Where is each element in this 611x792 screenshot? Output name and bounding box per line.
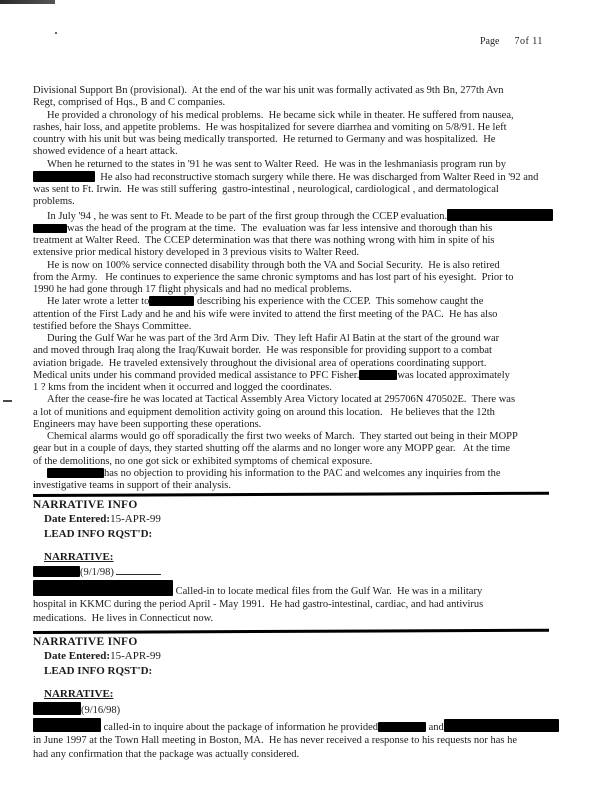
text-segment: of the demolitions, no one got sick or exhibited symptoms of chemical exposure.	[33, 455, 373, 467]
text-segment: extensive prior medical history developed in 3 previous visits to Walter Reed.	[33, 247, 360, 259]
text-segment: aviation brigade. He traveled extensively throughout the divisional area of operations coordinating support.	[33, 357, 487, 369]
text-segment: Chemical alarms would go off sporadically the first two weeks of March. They started out being in their MOPP	[47, 431, 518, 442]
text-segment: He later wrote a letter to	[47, 296, 150, 308]
date-entered-value: 15-APR-99	[110, 513, 161, 526]
redaction-bar	[447, 209, 553, 221]
text-segment: (9/16/98)	[81, 705, 121, 717]
text-segment: testified before the Shays Committee.	[33, 320, 192, 332]
narrative-info-section-2	[33, 631, 589, 761]
text-segment: was the head of the program at the time. The evaluation was far less intensive and thorough than his	[67, 222, 493, 234]
paragraph	[33, 333, 589, 394]
text-segment: had any confirmation that the package was actually considered.	[33, 748, 300, 760]
page-number: 7of 11	[514, 36, 543, 47]
section-divider-rule	[33, 492, 549, 497]
date-entered-label: Date Entered:	[44, 513, 111, 526]
text-segment: He also had reconstructive stomach surgery while there. He was discharged from Walter Reed in '92 and	[95, 171, 539, 183]
text-segment: Regt, comprised of Hqs., B and C companies.	[33, 97, 226, 109]
narrative-content	[33, 565, 589, 625]
narrative-info-section-1	[33, 494, 589, 625]
text-segment: He provided a chronology of his medical problems. He became sick while in theater. He suffered from nausea,	[47, 109, 514, 121]
redaction-bar	[33, 566, 80, 577]
paragraph	[33, 394, 589, 431]
text-segment: has no objection to providing his information to the PAC and welcomes any inquiries from the	[104, 467, 501, 479]
signature-underline	[116, 565, 161, 575]
text-segment: in June 1997 at the Town Hall meeting in Boston, MA. He has never received a response to his requests nor has he	[33, 735, 518, 747]
text-segment: attention of the First Lady and he and his wife were invited to attend the first meeting of the PAC. He has also	[33, 308, 498, 320]
narrative-label: NARRATIVE:	[44, 551, 114, 564]
lead-info-label: LEAD INFO RQST'D:	[44, 665, 153, 678]
scan-artifact-margin-dash	[3, 400, 12, 402]
redaction-bar	[378, 722, 426, 732]
date-entered-label: Date Entered:	[44, 650, 111, 663]
narrative-line	[33, 718, 589, 762]
scan-artifact-dot	[55, 32, 57, 34]
text-segment: and moved through Iraq along the Iraq/Kuwait border. He was responsible for providing support to a combat	[33, 345, 492, 357]
text-segment: problems.	[33, 196, 75, 208]
narrative-line	[33, 580, 589, 626]
text-segment: In July '94 , he was sent to Ft. Meade to be part of the first group through the CCEP evaluation.	[47, 210, 448, 222]
section-divider-rule	[33, 629, 549, 634]
text-segment: called-in to inquire about the package of information he provided	[101, 721, 378, 733]
redaction-bar	[359, 370, 397, 380]
redaction-bar	[33, 171, 95, 182]
redaction-bar	[149, 296, 194, 306]
field-lead-info-rqstd	[44, 527, 589, 542]
section-title: NARRATIVE INFO	[33, 499, 138, 512]
redaction-bar	[33, 580, 173, 596]
text-segment: and	[426, 721, 444, 733]
redaction-bar	[444, 719, 559, 732]
field-lead-info-rqstd	[44, 664, 589, 679]
text-segment: 1 ? kms from the incident when it occurred and logged the coordinates.	[33, 382, 332, 393]
text-segment: hospital in KKMC during the period April - May 1991. He had gastro-intestinal, cardiac, and had antivirus	[33, 599, 484, 611]
text-segment: rashes, hair loss, and appetite problems. He was hospitalized for severe diarrhea and vomiting on 5/8/91. He left	[33, 121, 507, 133]
redaction-bar	[47, 468, 104, 478]
date-entered-value: 15-APR-99	[110, 650, 161, 663]
text-segment: country with his unit but was being medically transported. He returned to Germany and was hospitalized. He	[33, 134, 496, 145]
text-segment: When he returned to the states in '91 he was sent to Walter Reed. He was in the leshmaniasis program run by	[47, 158, 506, 170]
text-segment: treatment at Walter Reed. The CCEP determination was that there was nothing wrong with him in spite of his	[33, 235, 495, 246]
paragraph	[33, 260, 589, 297]
paragraph	[33, 209, 589, 260]
text-segment: medications. He lives in Connecticut now.	[33, 612, 214, 624]
paragraphs-container	[33, 85, 589, 492]
page-header	[480, 36, 543, 47]
paragraph	[33, 468, 589, 493]
redaction-bar	[33, 224, 67, 233]
narrative-line	[33, 565, 589, 580]
narrative-content	[33, 702, 589, 761]
text-segment: investigative teams in support of their analysis.	[33, 480, 232, 491]
text-segment: After the cease-fire he was located at Tactical Assembly Area Victory located at 295706N 470502E. There was	[47, 394, 516, 406]
document-body	[33, 85, 589, 767]
text-segment: Divisional Support Bn (provisional). At the end of the war his unit was formally activated as 9th Bn, 277th Avn	[33, 85, 504, 96]
text-segment: was sent to Ft. Irwin. He was still suffering gastro-intestinal , neurological, cardiological , and dermatological	[33, 184, 499, 195]
text-segment: gear but in a couple of days, they started shutting off the alarms and no longer wore any MOPP gear. At the time	[33, 443, 511, 455]
text-segment: He is now on 100% service connected disability through both the VA and Social Security. He is also retired	[47, 259, 500, 271]
text-segment: a lot of munitions and equipment demolition activity going on around this location. He believes that the 12th	[33, 406, 495, 418]
paragraph	[33, 110, 589, 159]
section-title: NARRATIVE INFO	[33, 636, 138, 649]
field-date-entered	[44, 649, 589, 664]
narrative-line	[33, 702, 589, 718]
redaction-bar	[33, 718, 101, 732]
text-segment: Called-in to locate medical files from the Gulf War. He was in a military	[173, 585, 483, 597]
text-segment: was located approximately	[397, 369, 510, 381]
text-segment: Engineers may have been supporting these operations.	[33, 418, 262, 430]
paragraph	[33, 296, 589, 333]
text-segment: During the Gulf War he was part of the 3rd Arm Div. They left Hafir Al Batin at the start of the ground war	[47, 333, 500, 344]
redaction-bar	[33, 702, 81, 715]
text-segment: (9/1/98)	[80, 567, 114, 579]
paragraph	[33, 159, 589, 209]
text-segment: Medical units under his command provided medical assistance to PFC Fisher.	[33, 369, 360, 381]
page-label: Page	[480, 36, 500, 47]
text-segment: showed evidence of a heart attack.	[33, 146, 178, 158]
text-segment: describing his experience with the CCEP. This somehow caught the	[194, 296, 484, 308]
narrative-label: NARRATIVE:	[44, 688, 114, 701]
paragraph	[33, 431, 589, 468]
lead-info-label: LEAD INFO RQST'D:	[44, 528, 153, 541]
text-segment: from the Army. He continues to experience the same chronic symptoms and has lost part of his eyesight. Prior to	[33, 271, 514, 283]
text-segment: 1990 he had gone through 17 flight physicals and had no medical problems.	[33, 284, 352, 295]
paragraph	[33, 85, 589, 110]
field-date-entered	[44, 512, 589, 527]
scan-artifact-top-bar	[0, 0, 55, 4]
